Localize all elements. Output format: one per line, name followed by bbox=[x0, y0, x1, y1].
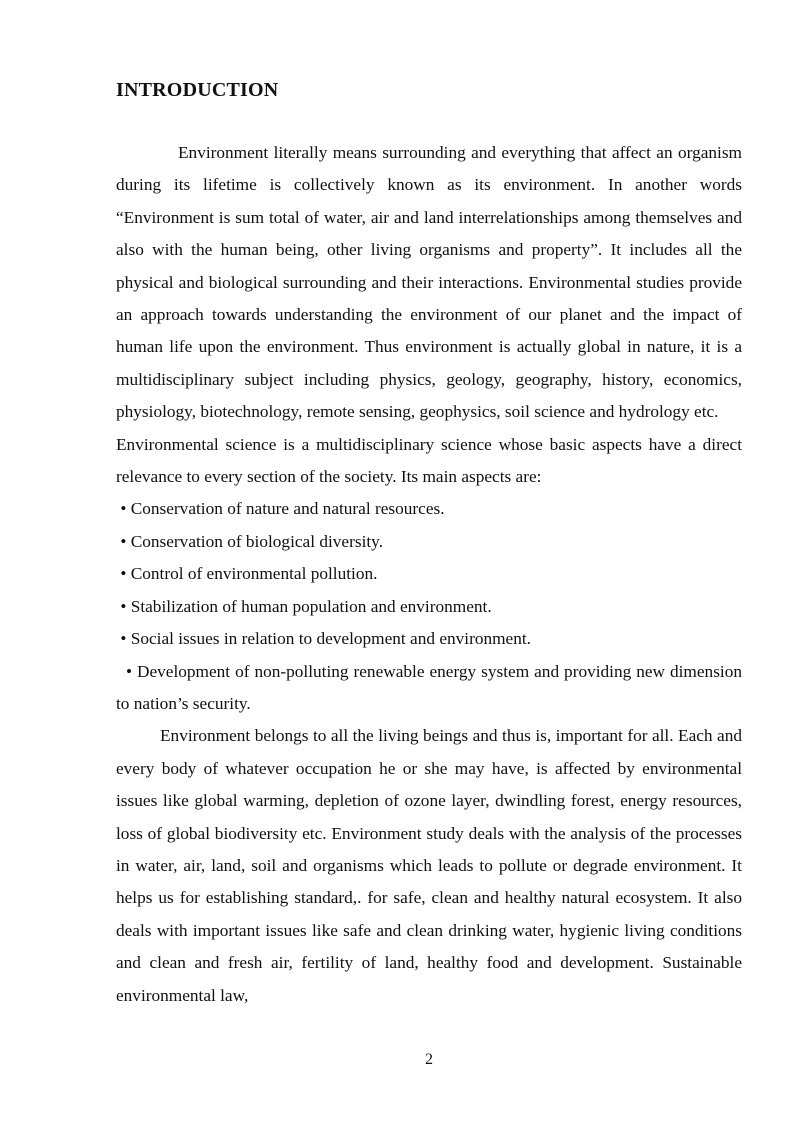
bullet-marker: • bbox=[120, 629, 127, 649]
bullet-item bbox=[116, 623, 742, 655]
page-number: 2 bbox=[425, 1051, 433, 1068]
bullet-marker: • bbox=[120, 596, 127, 616]
bullet-marker: • bbox=[120, 499, 127, 519]
bullet-item bbox=[116, 526, 742, 558]
bullet-text: Control of environmental pollution. bbox=[130, 564, 378, 584]
document-body bbox=[116, 137, 742, 1012]
bullet-item bbox=[116, 656, 742, 721]
bullet-item bbox=[116, 591, 742, 623]
bullet-item bbox=[116, 558, 742, 590]
bullet-text: Stabilization of human population and environment. bbox=[130, 596, 492, 616]
document-page bbox=[116, 0, 742, 1131]
bullet-marker: • bbox=[120, 564, 127, 584]
bullet-text: Conservation of biological diversity. bbox=[130, 531, 384, 551]
paragraph-aspects: Environmental science is a multidisciplinary science whose basic aspects have a direct relevance to every section of the society. Its main aspects are: bbox=[116, 434, 742, 487]
bullet-marker: • bbox=[125, 661, 133, 681]
bullet-marker: • bbox=[120, 531, 127, 551]
bullet-item bbox=[116, 493, 742, 525]
paragraph-intro: Environment literally means surrounding and everything that affect an organism during its lifetime is collectively known as its environment. In another words “Environment is sum total of water, air and land interrelationships among themselves and also with the human being, other living organisms and property”. It includes all the physical and biological surrounding and their interactions. Environmental studies provide an approach towards understanding the environment of our planet and the impact of human life upon the environment. Thus environment is actually global in nature, it is a multidisciplinary subject including physics, geology, geography, history, economics, physiology, biotechnology, remote sensing, geophysics, soil science and hydrology etc. bbox=[116, 143, 742, 422]
paragraph-importance: Environment belongs to all the living beings and thus is, important for all. Each and every body of whatever occupation he or she may have, is affected by environmental issues like global warming, depletion of ozone layer, dwindling forest, energy resources, loss of global biodiversity etc. Environment study deals with the analysis of the processes in water, air, land, soil and organisms which leads to pollute or degrade environment. It helps us for establishing standard,. for safe, clean and healthy natural ecosystem. It also deals with important issues like safe and clean drinking water, hygienic living conditions and clean and fresh air, fertility of land, healthy food and development. Sustainable environmental law, bbox=[116, 726, 742, 1005]
bullet-text: Social issues in relation to development and environment. bbox=[130, 629, 531, 649]
section-heading: INTRODUCTION bbox=[116, 79, 279, 101]
bullet-text: Conservation of nature and natural resources. bbox=[130, 499, 445, 519]
bullet-text: Development of non-polluting renewable energy system and providing new dimension to nation’s security. bbox=[116, 661, 742, 713]
